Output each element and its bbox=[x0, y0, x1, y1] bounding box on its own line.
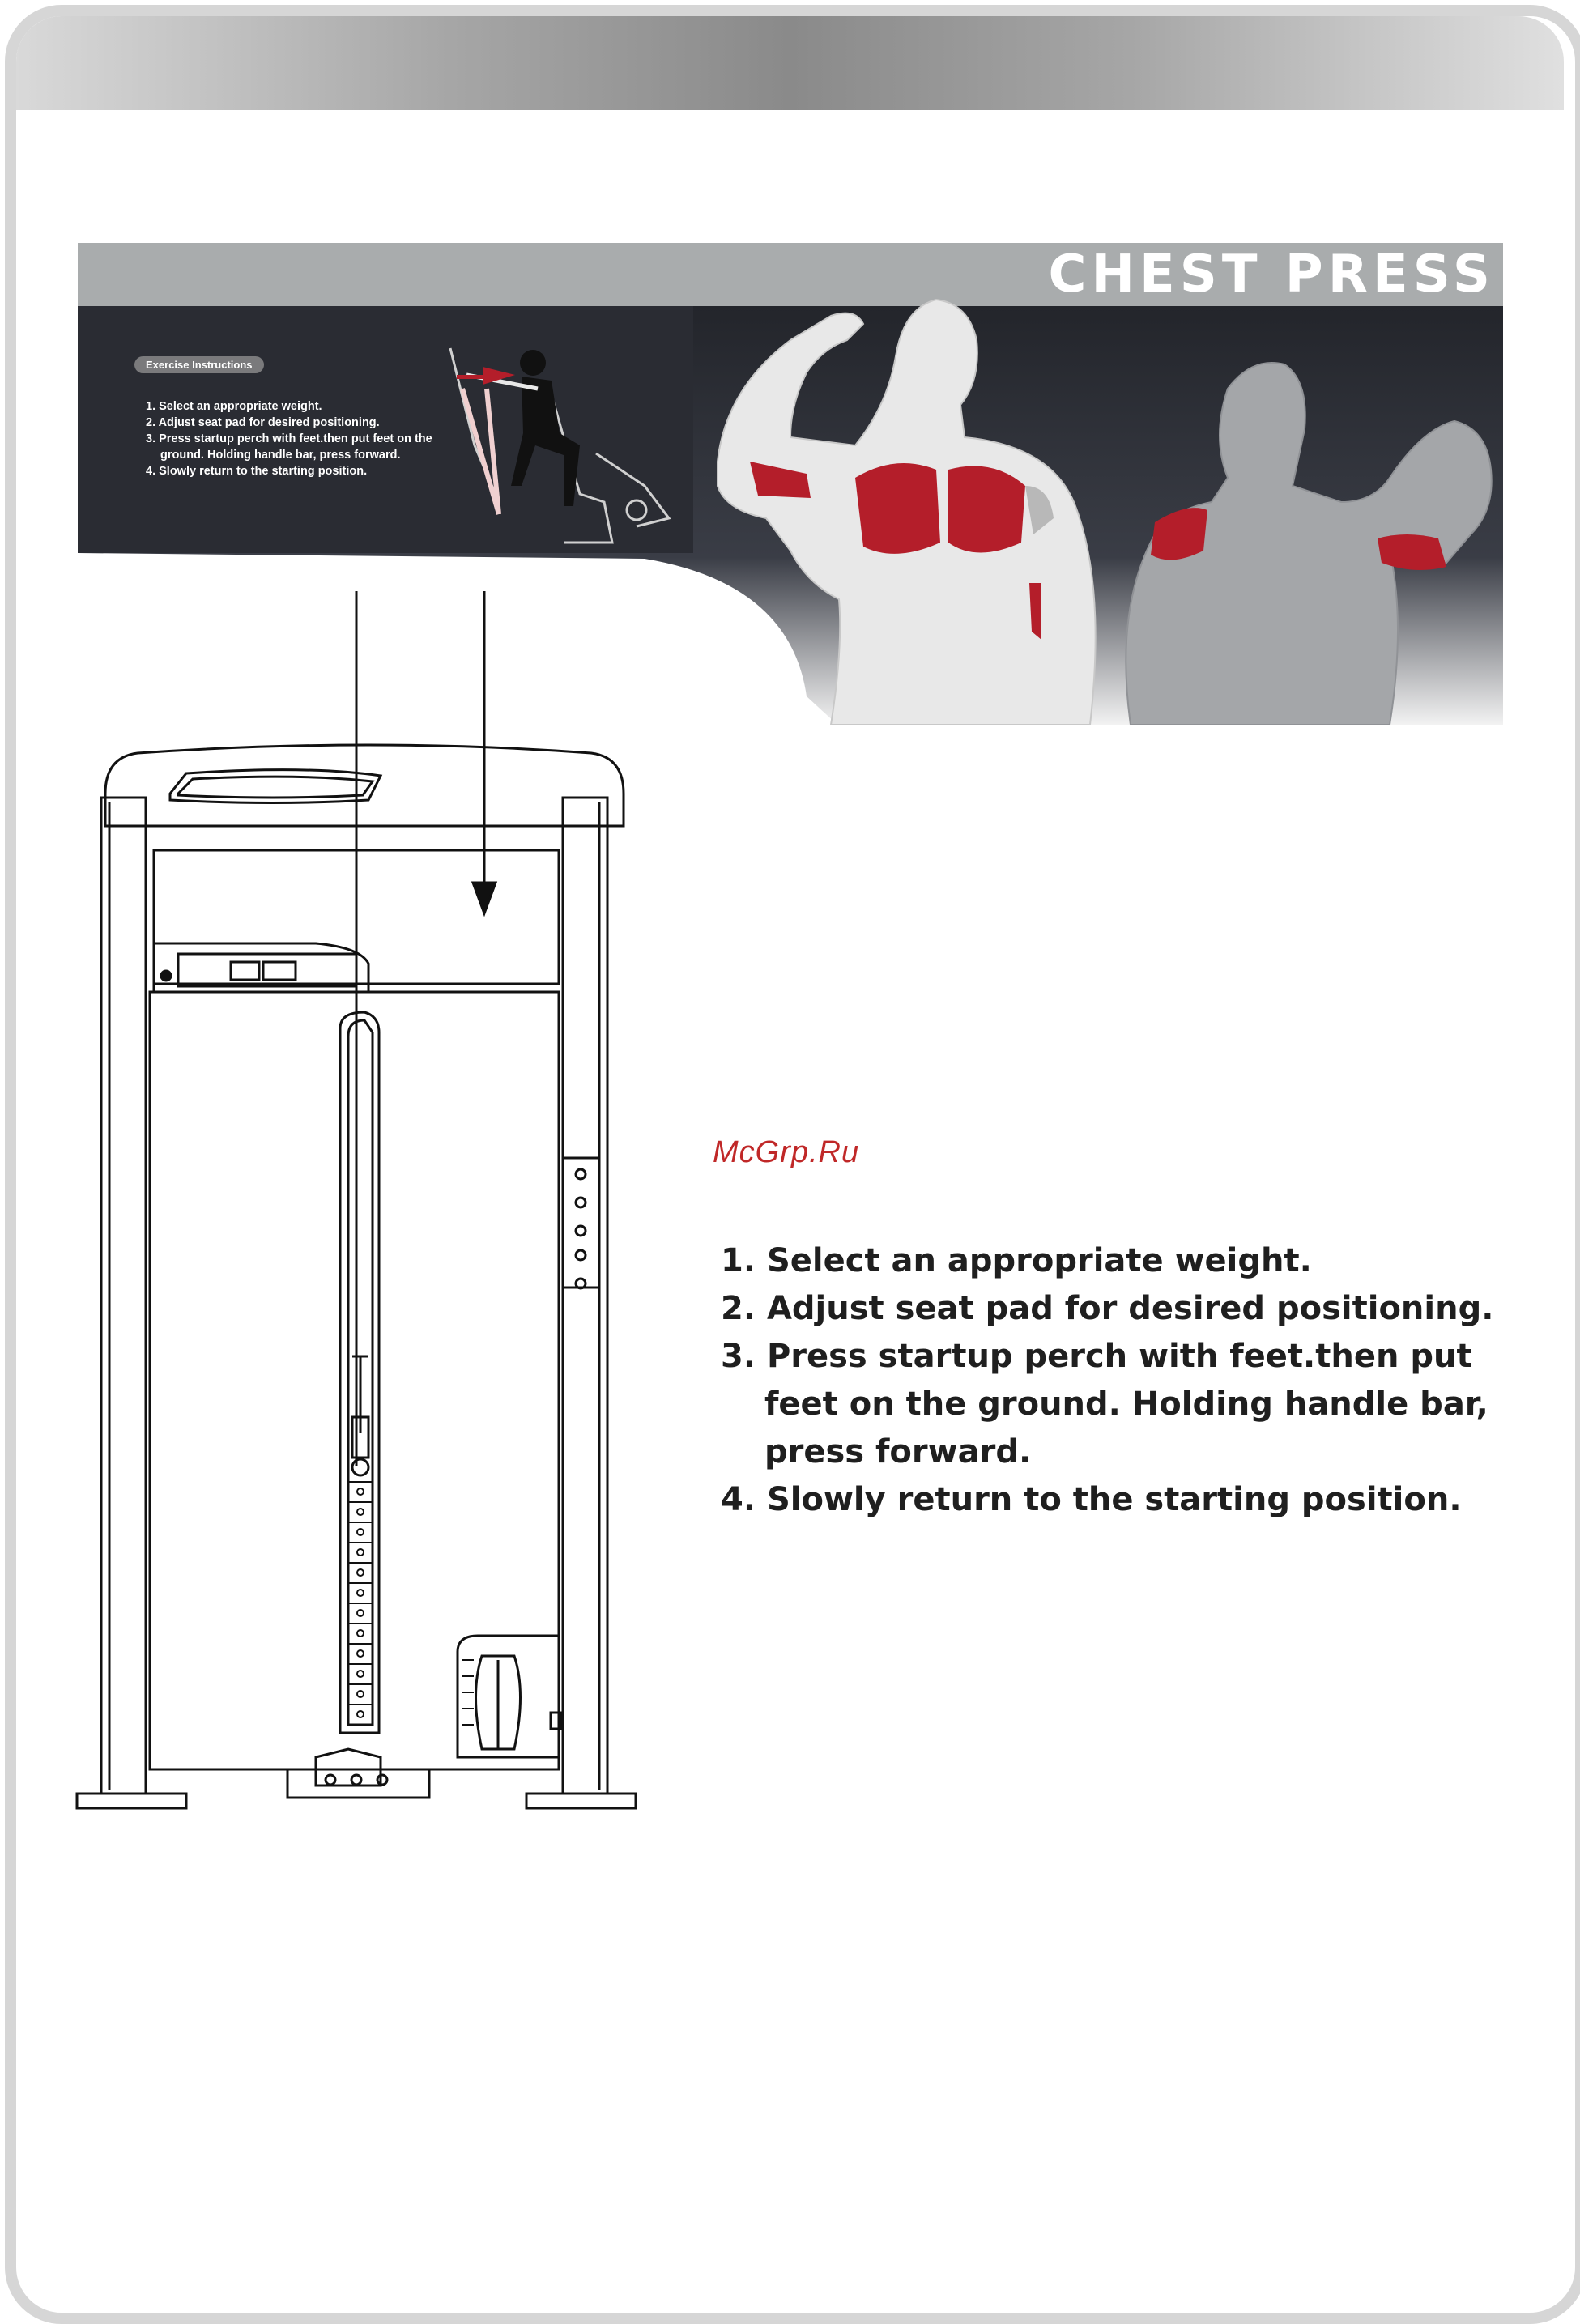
placard-step: 1. Select an appropriate weight. bbox=[146, 400, 322, 413]
machine-line-drawing bbox=[73, 591, 656, 1830]
placard-step: 2. Adjust seat pad for desired positioning. bbox=[146, 416, 380, 429]
pointer-arrow-head bbox=[473, 883, 496, 913]
placard-step: 3. Press startup perch with feet.then put feet on the ground. Holding handle bar, press forward. bbox=[146, 432, 432, 462]
placard-steps-list bbox=[146, 398, 437, 479]
instruction-steps-list bbox=[721, 1237, 1531, 1524]
placard-title: CHEST PRESS bbox=[1048, 245, 1495, 304]
watermark-text: McGrp.Ru bbox=[713, 1135, 860, 1169]
weight-plates bbox=[348, 1482, 373, 1717]
top-gradient-bar bbox=[16, 16, 1564, 110]
instruction-step: 3. Press startup perch with feet.then put feet on the ground. Holding handle bar, press forward. bbox=[721, 1338, 1488, 1471]
instruction-step: 2. Adjust seat pad for desired positioning. bbox=[721, 1290, 1494, 1327]
instruction-step: 1. Select an appropriate weight. bbox=[721, 1242, 1312, 1279]
instruction-step: 4. Slowly return to the starting position. bbox=[721, 1481, 1462, 1518]
placard-step: 4. Slowly return to the starting position. bbox=[146, 465, 368, 478]
instructions-pill-label: Exercise Instructions bbox=[134, 356, 264, 373]
